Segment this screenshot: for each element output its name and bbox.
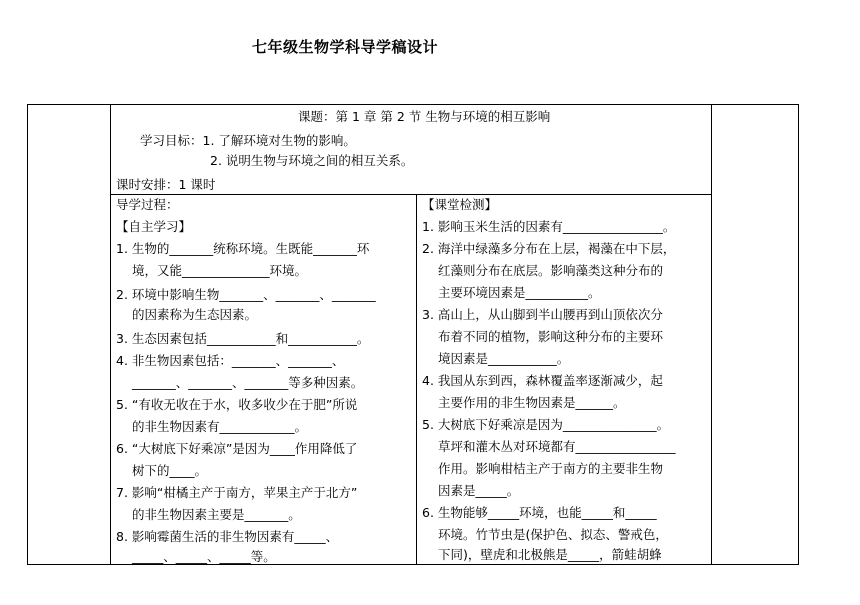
- self-study-line: 的非生物因素主要是_______。: [132, 507, 301, 522]
- class-check-line: 6. 生物能够_____环境，也能_____和_____: [422, 505, 657, 520]
- class-check-line: 境因素是___________。: [438, 351, 570, 366]
- class-check-heading: 【课堂检测】: [422, 197, 498, 212]
- self-study-line: _______、_______、_______等多种因素。: [132, 375, 364, 390]
- lesson-topic: 课题：第 1 章 第 2 节 生物与环境的相互影响: [298, 109, 551, 124]
- self-study-line: 4. 非生物因素包括：_______、_______、: [116, 353, 345, 368]
- table-top-border: [27, 104, 798, 105]
- page-title: 七年级生物学科导学稿设计: [252, 38, 439, 56]
- class-check-line: 主要作用的非生物因素是______。: [438, 395, 626, 410]
- class-check-line: 3. 高山上，从山脚到半山腰再到山顶依次分: [422, 307, 663, 322]
- table-column-divider-3: [711, 104, 712, 565]
- self-study-line: 5. “有收无收在于水，收多收少在于肥”所说: [116, 397, 358, 412]
- class-check-line: 红藻则分布在底层。影响藻类这种分布的: [438, 263, 664, 278]
- table-right-border: [798, 104, 799, 565]
- class-check-line: 1. 影响玉米生活的因素有________________。: [422, 219, 676, 234]
- learning-goal-2: 2. 说明生物与环境之间的相互关系。: [210, 153, 414, 168]
- self-study-line: 6. “大树底下好乘凉”是因为____作用降低了: [116, 441, 358, 456]
- class-check-line: 下同)，壁虎和北极熊是_____，箭蛙胡蜂: [438, 547, 662, 562]
- class-check-line: 主要环境因素是__________。: [438, 285, 601, 300]
- class-check-line: 因素是_____。: [438, 483, 520, 498]
- self-study-heading: 【自主学习】: [116, 219, 192, 234]
- class-check-line: 草坪和灌木丛对环境都有________________: [438, 439, 676, 454]
- learning-goal-1: 学习目标：1. 了解环境对生物的影响。: [140, 133, 356, 148]
- self-study-line: 的因素称为生态因素。: [132, 307, 258, 322]
- lesson-schedule: 课时安排：1 课时: [116, 177, 216, 192]
- guide-process-label: 导学过程：: [116, 197, 179, 212]
- self-study-line: 1. 生物的_______统称环境。生既能_______环: [116, 241, 370, 256]
- table-column-divider-1: [110, 104, 111, 565]
- class-check-line: 2. 海洋中绿藻多分布在上层，褐藻在中下层，: [422, 241, 676, 256]
- class-check-line: 环境。竹节虫是(保护色、拟态、警戒色，: [438, 527, 668, 542]
- table-column-divider-2: [416, 194, 417, 565]
- class-check-line: 作用。影响柑桔主产于南方的主要非生物: [438, 461, 664, 476]
- self-study-line: 树下的____。: [132, 463, 208, 478]
- self-study-line: 境，又能______________环境。: [132, 263, 308, 278]
- self-study-line: 的非生物因素有____________。: [132, 419, 308, 434]
- table-left-border: [27, 104, 28, 565]
- class-check-line: 4. 我国从东到西，森林覆盖率逐渐减少，起: [422, 373, 663, 388]
- class-check-line: 5. 大树底下好乘凉是因为_______________。: [422, 417, 670, 432]
- self-study-line: 7. 影响“柑橘主产于南方，苹果主产于北方”: [116, 485, 358, 500]
- class-check-line: 布着不同的植物，影响这种分布的主要环: [438, 329, 664, 344]
- self-study-line: 2. 环境中影响生物_______、_______、_______: [116, 287, 376, 302]
- self-study-line: 8. 影响霉菌生活的非生物因素有_____、: [116, 529, 339, 544]
- lesson-section-divider: [110, 194, 711, 195]
- self-study-line: _____、_____、_____等。: [132, 549, 276, 564]
- self-study-line: 3. 生态因素包括___________和___________。: [116, 331, 370, 346]
